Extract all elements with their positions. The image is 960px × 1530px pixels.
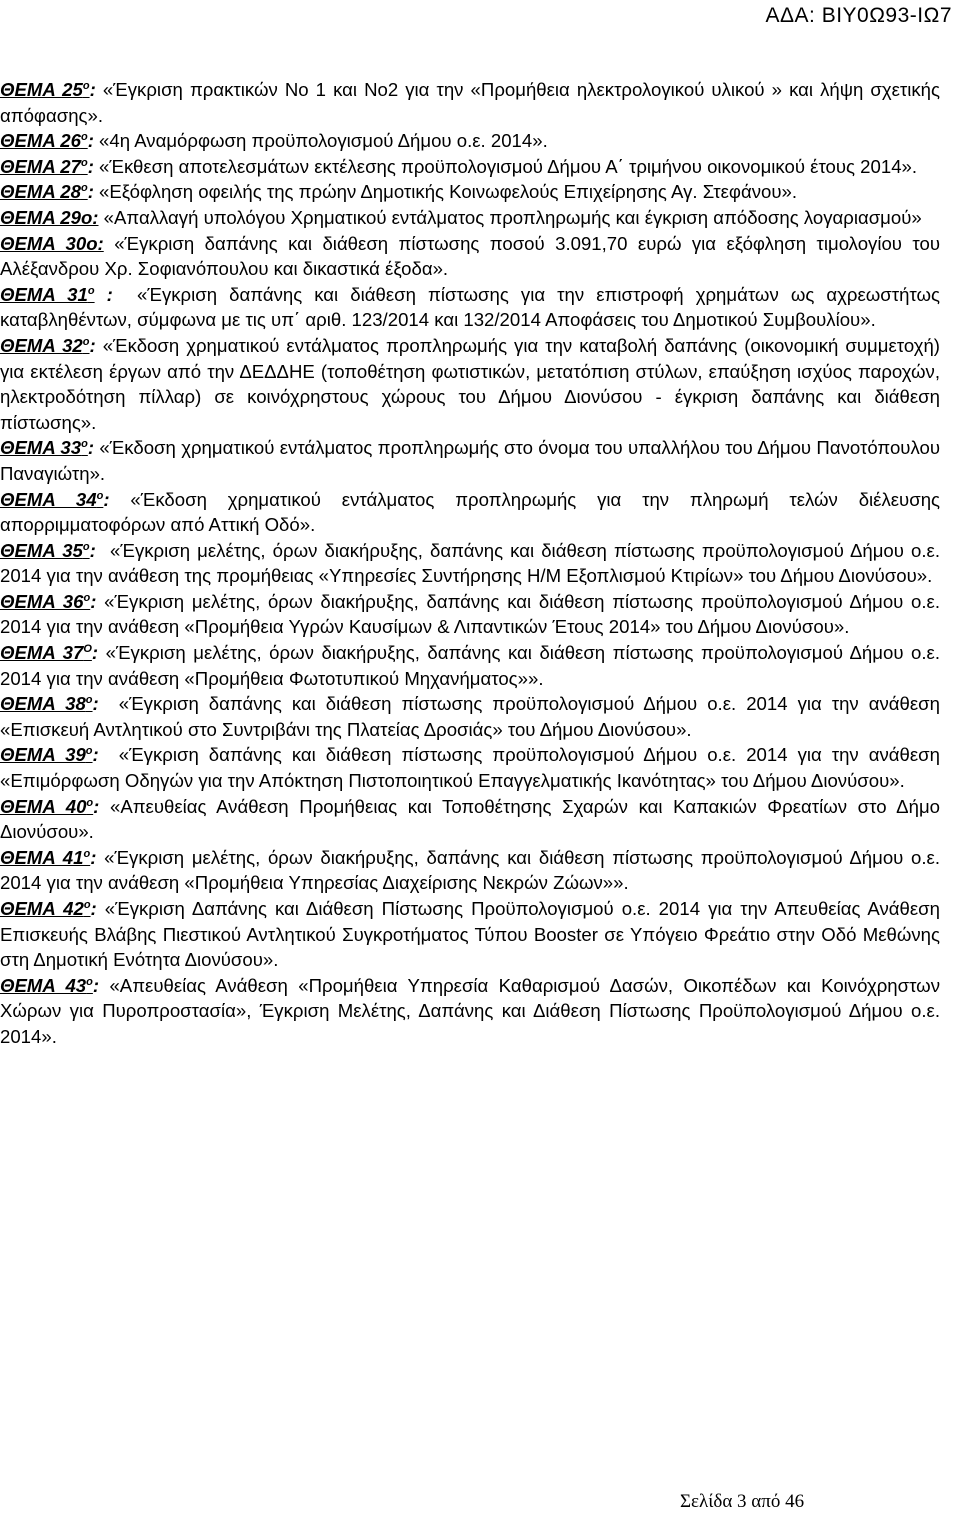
item-text: «Απευθείας Ανάθεση «Προμήθεια Υπηρεσία Καθαρισμού Δασών, Οικοπέδων και Κοινόχρηστων Χώρων για Πυροπροστασία», Έγκριση Μελέτης, Δαπάνης και Διάθεση Πίστωσης Προϋπολογισμού Δήμου ο.ε. 2014».	[0, 974, 940, 1047]
agenda-item	[0, 282, 940, 333]
item-separator: :	[87, 181, 100, 203]
item-text: «Έγκριση δαπάνης και διάθεση πίστωσης προϋπολογισμού Δήμου ο.ε. 2014 για την ανάθεση «Επιμόρφωση Οδηγών για την Απόκτηση Πιστοποιητικού Επαγγελματικής Ικανότητας» του Δήμου Διονύσου».	[0, 744, 940, 792]
item-text: «Έγκριση μελέτης, όρων διακήρυξης, δαπάνης και διάθεση πίστωσης προϋπολογισμού Δήμου ο.ε. 2014 για την ανάθεση «Προμήθεια Υπηρεσίας Διαχείρισης Νεκρών Ζώων»».	[0, 846, 940, 894]
item-number: ΘΕΜΑ 29ο:	[0, 206, 99, 228]
ordinal-sup: ο	[83, 591, 91, 604]
item-text: «Εξόφληση οφειλής της πρώην Δημοτικής Κοινωφελούς Επιχείρησης Αγ. Στεφάνου».	[99, 181, 798, 203]
agenda-item	[0, 973, 940, 1050]
item-label	[0, 79, 90, 100]
agenda-item	[0, 589, 940, 640]
item-text: «Έγκριση μελέτης, όρων διακήρυξης, δαπάνης και διάθεση πίστωσης προϋπολογισμού Δήμου ο.ε. 2014 για την ανάθεση της προμήθειας «Υπηρεσίες Συντήρησης Η/Μ Εξοπλισμού Κτιρίων» του Δήμου Διονύσου».	[0, 539, 940, 587]
agenda-item	[0, 333, 940, 435]
ordinal-sup: ο	[96, 489, 104, 502]
item-number: ΘΕΜΑ 26	[0, 130, 81, 152]
item-label	[0, 540, 90, 561]
item-number: ΘΕΜΑ 34	[0, 488, 97, 510]
ordinal-sup: ο	[86, 796, 94, 809]
agenda-item	[0, 231, 940, 282]
agenda-item	[0, 845, 940, 896]
agenda-item	[0, 154, 940, 180]
item-text: «Έγκριση μελέτης, όρων διακήρυξης, δαπάνης και διάθεση πίστωσης προϋπολογισμού Δήμου ο.ε. 2014 για την ανάθεση «Προμήθεια Φωτοτυπικού Μηχανήματος»».	[0, 642, 941, 689]
item-number: ΘΕΜΑ 39	[0, 744, 86, 766]
agenda-item	[0, 742, 940, 793]
item-text: «Έγκριση δαπάνης και διάθεση πίστωσης προϋπολογισμού Δήμου ο.ε. 2014 για την ανάθεση «Επισκευή Αντλητικού στο Συντριβάνι της Πλατείας Δροσιάς» του Δήμου Διονύσου».	[0, 693, 940, 740]
item-number: ΘΕΜΑ 40	[0, 795, 87, 817]
item-separator: :	[87, 437, 100, 459]
agenda-items	[0, 77, 940, 1050]
agenda-item	[0, 128, 940, 154]
item-number: ΘΕΜΑ 37	[0, 642, 84, 664]
agenda-item	[0, 205, 940, 231]
item-text: «Έκδοση χρηματικού εντάλματος προπληρωμής για την καταβολή δαπάνης (οικονομική συμμετοχή) για εκτέλεση έργων από την ΔΕΔΔΗΕ (τοποθέτηση φωτιστικών, μετατόπιση στύλων, επαύξηση ισχύος παροχών, ηλεκτροδότηση πίλλαρ) σε κοινόχρηστους χώρους του Δήμου Διονύσου - έγκριση δαπάνης και διάθεση πίστωσης».	[0, 334, 940, 433]
item-label	[0, 335, 90, 356]
item-label	[0, 744, 93, 765]
item-label	[0, 642, 92, 663]
item-separator	[104, 233, 114, 254]
item-separator: :	[90, 898, 105, 919]
item-text: «Έγκριση μελέτης, όρων διακήρυξης, δαπάνης και διάθεση πίστωσης προϋπολογισμού Δήμου ο.ε. 2014 για την ανάθεση «Προμήθεια Υγρών Καυσίμων & Λιπαντικών Έτους 2014» του Δήμου Διονύσου».	[0, 590, 940, 638]
item-number: ΘΕΜΑ 30ο:	[0, 232, 104, 254]
agenda-item	[0, 77, 940, 128]
item-label	[0, 591, 90, 612]
item-separator: :	[89, 539, 111, 561]
ordinal-sup: ο	[85, 745, 93, 758]
ordinal-sup: ο	[82, 335, 90, 348]
ada-code: ΑΔΑ: ΒΙΥ0Ω93-ΙΩ7	[765, 4, 952, 27]
item-number: ΘΕΜΑ 31	[0, 283, 88, 305]
item-number: ΘΕΜΑ 36	[0, 590, 84, 612]
item-number: ΘΕΜΑ 41	[0, 846, 84, 868]
item-separator: :	[90, 846, 105, 868]
item-label	[0, 207, 99, 228]
item-label	[0, 284, 95, 305]
item-number: ΘΕΜΑ 35	[0, 539, 83, 561]
agenda-item	[0, 179, 940, 205]
ordinal-sup: ο	[83, 899, 91, 911]
ordinal-sup: ο	[82, 540, 90, 553]
ordinal-sup: ο	[85, 694, 93, 707]
item-separator: :	[87, 130, 100, 152]
item-number: ΘΕΜΑ 38	[0, 693, 86, 715]
item-number: ΘΕΜΑ 33	[0, 437, 82, 459]
item-number: ΘΕΜΑ 43	[0, 974, 87, 996]
item-text: «4η Αναμόρφωση προϋπολογισμού Δήμου ο.ε. 2014».	[99, 130, 548, 152]
ordinal-sup: ο	[86, 975, 93, 988]
item-separator: :	[89, 334, 103, 356]
agenda-item	[0, 691, 940, 742]
item-separator: :	[89, 79, 103, 100]
agenda-item	[0, 487, 940, 538]
item-separator: :	[91, 642, 106, 664]
item-label	[0, 796, 93, 817]
item-label	[0, 233, 104, 254]
item-separator: :	[92, 693, 119, 715]
item-number: ΘΕΜΑ 42	[0, 898, 84, 919]
agenda-item	[0, 794, 940, 845]
item-text: «Έκδοση χρηματικού εντάλματος προπληρωμής για την πληρωμή τελών διέλευσης απορριμματοφόρων από Αττική Οδό».	[0, 488, 941, 536]
ordinal-sup: ο	[80, 156, 88, 169]
ordinal-sup: ο	[80, 131, 88, 144]
item-label	[0, 130, 88, 151]
item-number: ΘΕΜΑ 28	[0, 181, 81, 203]
agenda-item	[0, 896, 940, 973]
item-label	[0, 847, 90, 868]
item-label	[0, 898, 91, 919]
item-label	[0, 693, 93, 714]
item-separator: :	[90, 590, 105, 612]
agenda-item	[0, 640, 940, 691]
item-number: ΘΕΜΑ 27	[0, 155, 81, 177]
item-text: «Έκθεση αποτελεσμάτων εκτέλεσης προϋπολογισμού Δήμου Α΄ τριμήνου οικονομικού έτους 2014».	[99, 155, 918, 177]
ordinal-sup: ο	[81, 438, 88, 451]
item-separator: :	[92, 974, 110, 996]
ordinal-sup: ο	[82, 80, 90, 92]
document-body	[0, 77, 960, 1050]
ordinal-sup: Ο	[83, 643, 92, 656]
ordinal-sup: ο	[80, 182, 88, 195]
agenda-item	[0, 538, 940, 589]
item-separator: :	[92, 744, 119, 766]
item-number: ΘΕΜΑ 25	[0, 79, 83, 100]
item-label	[0, 489, 103, 510]
item-separator: :	[103, 488, 131, 510]
item-number: ΘΕΜΑ 32	[0, 334, 83, 356]
item-text: «Έκδοση χρηματικού εντάλματος προπληρωμής στο όνομα του υπαλλήλου του Δήμου Πανοτόπουλου Παναγιώτη».	[0, 437, 940, 484]
page-number: Σελίδα 3 από 46	[680, 1491, 805, 1512]
item-text: «Έγκριση δαπάνης και διάθεση πίστωσης για την επιστροφή χρημάτων ως αχρεωστήτως καταβληθέντων, σύμφωνα με τις υπ΄ αριθ. 123/2014 και 132/2014 Αποφάσεις του Δημοτικού Συμβουλίου».	[0, 283, 940, 331]
item-separator: :	[93, 795, 110, 817]
agenda-item	[0, 435, 940, 486]
item-label	[0, 437, 88, 458]
ordinal-sup: ο	[87, 284, 95, 297]
item-text: «Έγκριση πρακτικών Νο 1 και Νο2 για την «Προμήθεια ηλεκτρολογικού υλικού » και λήψη σχετικής απόφασης».	[0, 79, 940, 126]
item-separator: :	[87, 155, 100, 177]
item-text: «Απευθείας Ανάθεση Προμήθειας και Τοποθέτησης Σχαρών και Καπακιών Φρεατίων στο Δήμο Διονύσου».	[0, 795, 940, 843]
ordinal-sup: ο	[83, 847, 91, 860]
item-label	[0, 181, 88, 202]
item-text: «Έγκριση Δαπάνης και Διάθεση Πίστωσης Προϋπολογισμού ο.ε. 2014 για την Απευθείας Ανάθεση Επισκευής Βλάβης Πιεστικού Αντλητικού Συγκροτήματος Τύπου Booster σε Υπόγειο Φρεάτιο στην Οδό Μεθώνης στη Δημοτική Ενότητα Διονύσου».	[0, 898, 940, 971]
item-separator: :	[94, 283, 138, 305]
item-label	[0, 975, 93, 996]
item-label	[0, 156, 88, 177]
item-text: «Έγκριση δαπάνης και διάθεση πίστωσης ποσού 3.091,70 ευρώ για εξόφληση τιμολογίου του Αλέξανδρου Χρ. Σοφιανόπουλου και δικαστικά έξοδα».	[0, 232, 940, 280]
item-text: «Απαλλαγή υπολόγου Χρηματικού εντάλματος προπληρωμής και έγκριση απόδοσης λογαριασμού»	[103, 206, 922, 228]
